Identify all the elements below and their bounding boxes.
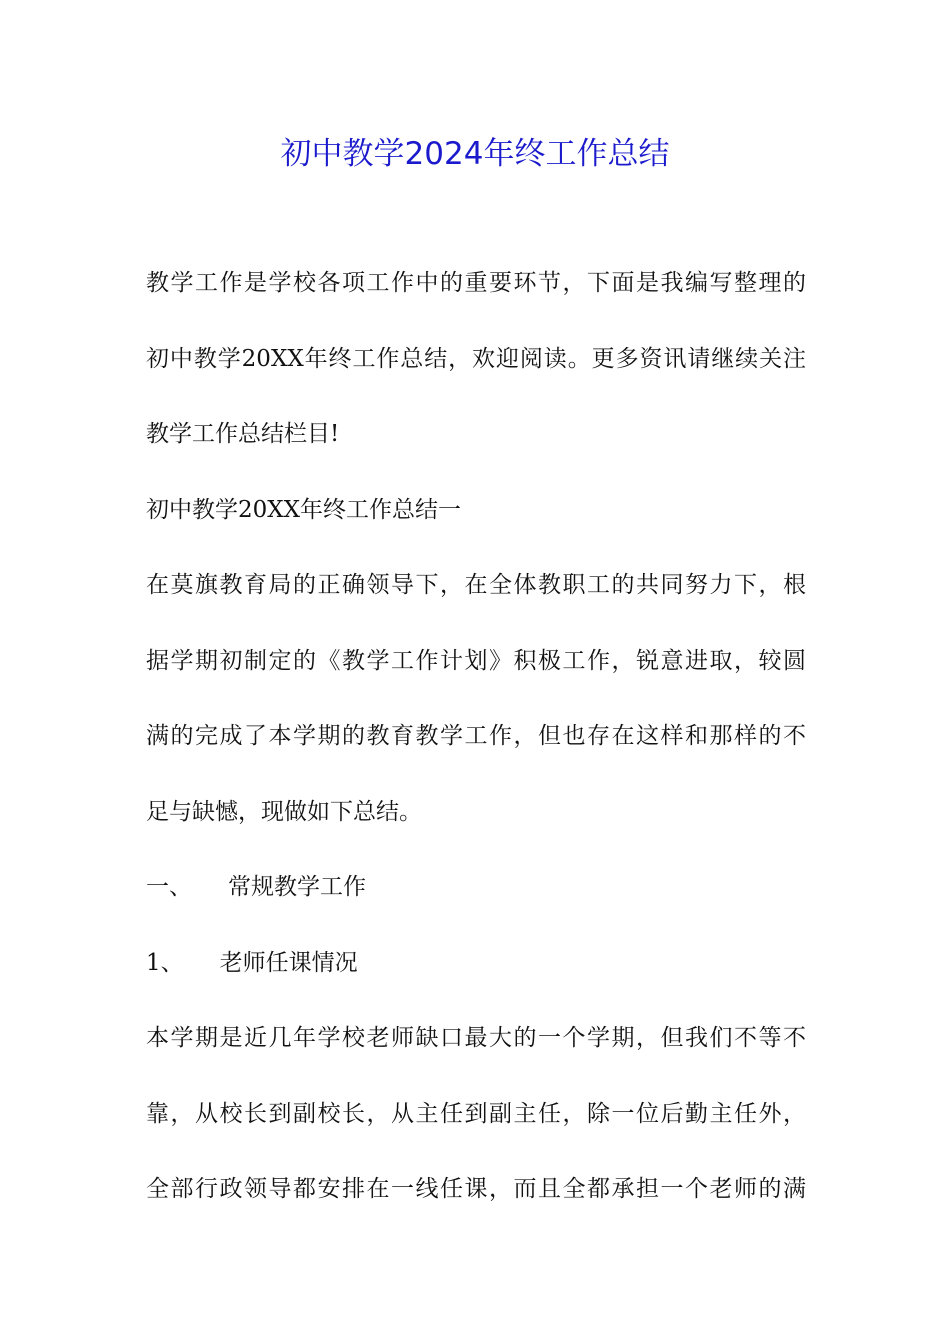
paragraph-line: 教学工作是学校各项工作中的重要环节，下面是我编写整理的 <box>146 270 806 296</box>
paragraph-line: 靠，从校长到副校长，从主任到副主任，除一位后勤主任外， <box>146 1100 806 1127</box>
paragraph-line: 满的完成了本学期的教育教学工作，但也存在这样和那样的不 <box>146 723 806 749</box>
paragraph-line: 初中教学20XX年终工作总结，欢迎阅读。更多资讯请继续关注 <box>146 345 806 372</box>
paragraph-line: 据学期初制定的《教学工作计划》积极工作，锐意进取，较圆 <box>146 647 806 674</box>
paragraph-line: 在莫旗教育局的正确领导下，在全体教职工的共同努力下，根 <box>146 572 806 598</box>
heading-text: 常规教学工作 <box>228 874 366 900</box>
paragraph-line: 教学工作总结栏目! <box>146 421 340 447</box>
document-title: 初中教学2024年终工作总结 <box>280 136 670 172</box>
heading-number: 1、 <box>146 949 184 976</box>
document-body <box>146 262 806 1244</box>
heading-text: 老师任课情况 <box>219 949 358 976</box>
heading-number: 一、 <box>146 874 192 900</box>
paragraph-line: 全部行政领导都安排在一线任课，而且全都承担一个老师的满 <box>146 1176 806 1202</box>
paragraph-line: 本学期是近几年学校老师缺口最大的一个学期，但我们不等不 <box>146 1025 806 1051</box>
heading-level-1 <box>146 866 806 942</box>
paragraph-line: 足与缺憾，现做如下总结。 <box>146 798 422 825</box>
heading-level-2 <box>146 942 806 1018</box>
section-heading: 初中教学20XX年终工作总结一 <box>146 496 462 523</box>
